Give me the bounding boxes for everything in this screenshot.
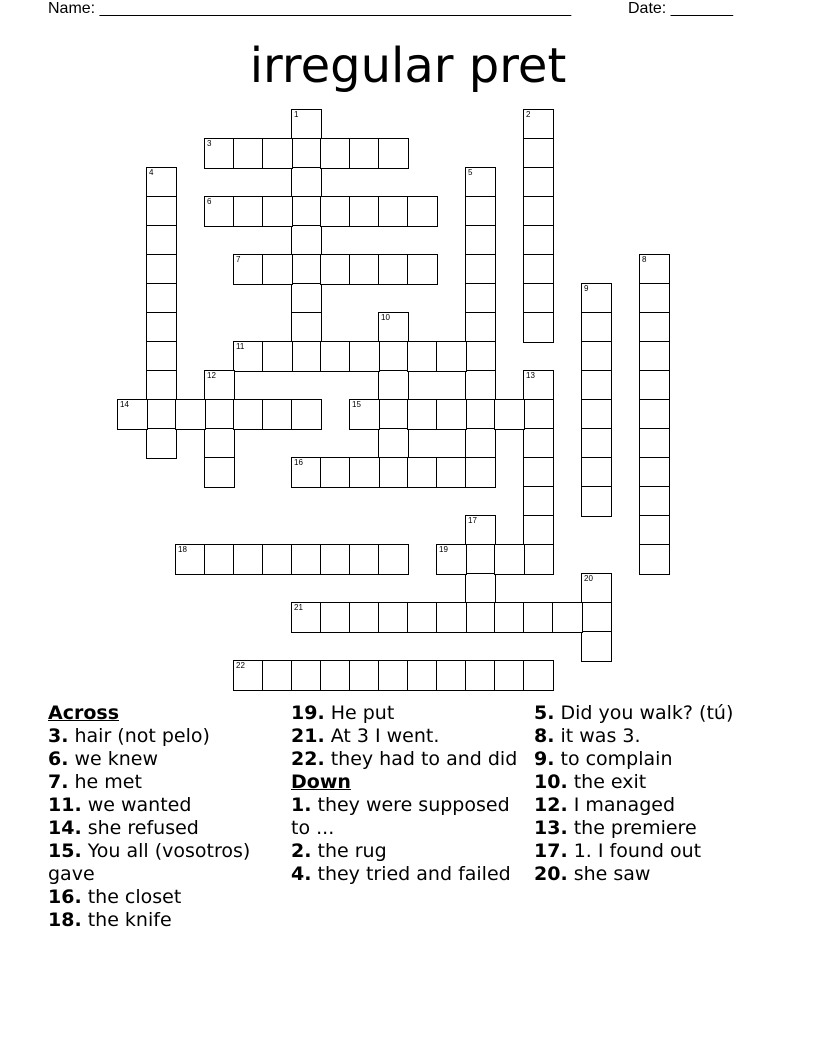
- crossword-cell[interactable]: [465, 602, 496, 633]
- crossword-cell[interactable]: [233, 399, 264, 430]
- across-heading: Across: [48, 702, 120, 724]
- crossword-cell[interactable]: [523, 399, 554, 430]
- crossword-cell[interactable]: [523, 312, 554, 343]
- crossword-cell[interactable]: [581, 631, 612, 662]
- cell-number: 18: [178, 545, 187, 554]
- crossword-cell[interactable]: [349, 660, 380, 691]
- crossword-cell[interactable]: [233, 341, 264, 372]
- down-clue: 1. they were supposed to ...: [291, 794, 510, 839]
- crossword-cell[interactable]: [581, 486, 612, 517]
- crossword-cell[interactable]: [407, 196, 438, 227]
- crossword-cell[interactable]: [320, 660, 351, 691]
- crossword-cell[interactable]: [146, 196, 177, 227]
- down-clue: 2. the rug: [291, 840, 387, 862]
- crossword-cell[interactable]: [146, 254, 177, 285]
- crossword-cell[interactable]: [639, 283, 670, 314]
- down-clue: 4. they tried and failed: [291, 863, 511, 885]
- cell-number: 11: [236, 342, 245, 351]
- crossword-cell[interactable]: [465, 515, 496, 546]
- down-clue: 20. she saw: [534, 863, 651, 885]
- crossword-cell[interactable]: [465, 254, 496, 285]
- clues-column-3: [534, 702, 734, 886]
- crossword-cell[interactable]: [146, 428, 177, 459]
- crossword-cell[interactable]: [407, 254, 438, 285]
- crossword-cell[interactable]: [291, 225, 322, 256]
- crossword-cell[interactable]: [523, 254, 554, 285]
- crossword-cell[interactable]: [407, 457, 438, 488]
- crossword-cell[interactable]: [494, 660, 525, 691]
- crossword-cell[interactable]: [233, 196, 264, 227]
- crossword-cell[interactable]: [204, 370, 235, 401]
- crossword-cell[interactable]: [291, 138, 322, 169]
- across-clue: 16. the closet: [48, 886, 182, 908]
- name-field[interactable]: Name: _____________________________________________________: [48, 0, 572, 17]
- crossword-cell[interactable]: [291, 109, 322, 140]
- crossword-cell[interactable]: [465, 428, 496, 459]
- cell-number: 8: [642, 255, 647, 264]
- cell-number: 12: [207, 371, 216, 380]
- crossword-cell[interactable]: [523, 225, 554, 256]
- crossword-cell[interactable]: [639, 341, 670, 372]
- crossword-cell[interactable]: [436, 341, 467, 372]
- down-heading: Down: [291, 771, 351, 793]
- crossword-cell[interactable]: [378, 312, 409, 343]
- crossword-cell[interactable]: [204, 138, 235, 169]
- crossword-cell[interactable]: [552, 602, 583, 633]
- crossword-cell[interactable]: [494, 399, 525, 430]
- crossword-cell[interactable]: [465, 341, 496, 372]
- down-clue: 9. to complain: [534, 748, 673, 770]
- cell-number: 15: [352, 400, 361, 409]
- cell-number: 10: [381, 313, 390, 322]
- crossword-cell[interactable]: [349, 602, 380, 633]
- cell-number: 14: [120, 400, 129, 409]
- date-field[interactable]: Date: _______: [628, 0, 733, 17]
- crossword-cell[interactable]: [233, 254, 264, 285]
- crossword-cell[interactable]: [523, 109, 554, 140]
- crossword-cell[interactable]: [146, 225, 177, 256]
- crossword-cell[interactable]: [436, 602, 467, 633]
- crossword-cell[interactable]: [465, 283, 496, 314]
- across-clue: 22. they had to and did: [291, 748, 518, 770]
- down-clue: 12. I managed: [534, 794, 676, 816]
- crossword-cell[interactable]: [146, 399, 177, 430]
- crossword-cell[interactable]: [581, 573, 612, 604]
- crossword-cell[interactable]: [291, 399, 322, 430]
- crossword-cell[interactable]: [639, 370, 670, 401]
- down-clue: 8. it was 3.: [534, 725, 641, 747]
- crossword-cell[interactable]: [146, 167, 177, 198]
- crossword-cell[interactable]: [523, 660, 554, 691]
- crossword-cell[interactable]: [349, 254, 380, 285]
- crossword-cell[interactable]: [436, 457, 467, 488]
- crossword-cell[interactable]: [407, 602, 438, 633]
- crossword-cell[interactable]: [117, 399, 148, 430]
- cell-number: 5: [468, 168, 473, 177]
- cell-number: 7: [236, 255, 241, 264]
- crossword-cell[interactable]: [233, 544, 264, 575]
- crossword-cell[interactable]: [378, 660, 409, 691]
- crossword-cell[interactable]: [262, 138, 293, 169]
- clues-column-2: [291, 702, 531, 886]
- crossword-cell[interactable]: [204, 544, 235, 575]
- crossword-cell[interactable]: [436, 660, 467, 691]
- cell-number: 13: [526, 371, 535, 380]
- crossword-cell[interactable]: [320, 341, 351, 372]
- crossword-cell[interactable]: [523, 457, 554, 488]
- crossword-cell[interactable]: [291, 254, 322, 285]
- across-clue: 19. He put: [291, 702, 395, 724]
- cell-number: 22: [236, 661, 245, 670]
- crossword-cell[interactable]: [378, 428, 409, 459]
- across-clue: 3. hair (not pelo): [48, 725, 210, 747]
- crossword-cell[interactable]: [523, 515, 554, 546]
- crossword-cell[interactable]: [291, 457, 322, 488]
- crossword-cell[interactable]: [320, 544, 351, 575]
- crossword-cell[interactable]: [146, 283, 177, 314]
- crossword-cell[interactable]: [639, 515, 670, 546]
- crossword-cell[interactable]: [523, 196, 554, 227]
- crossword-cell[interactable]: [639, 457, 670, 488]
- crossword-cell[interactable]: [378, 602, 409, 633]
- crossword-cell[interactable]: [465, 167, 496, 198]
- down-clue: 17. 1. I found out: [534, 840, 702, 862]
- crossword-cell[interactable]: [291, 660, 322, 691]
- crossword-cell[interactable]: [378, 196, 409, 227]
- crossword-cell[interactable]: [378, 341, 409, 372]
- crossword-cell[interactable]: [465, 660, 496, 691]
- crossword-cell[interactable]: [523, 544, 554, 575]
- crossword-cell[interactable]: [320, 457, 351, 488]
- crossword-cell[interactable]: [349, 399, 380, 430]
- crossword-cell[interactable]: [204, 457, 235, 488]
- down-clue: 13. the premiere: [534, 817, 697, 839]
- crossword-cell[interactable]: [436, 544, 467, 575]
- crossword-cell[interactable]: [523, 167, 554, 198]
- crossword-cell[interactable]: [349, 457, 380, 488]
- crossword-cell[interactable]: [465, 544, 496, 575]
- across-clue: 11. we wanted: [48, 794, 192, 816]
- crossword-cell[interactable]: [291, 602, 322, 633]
- crossword-cell[interactable]: [378, 370, 409, 401]
- clues-column-1: [48, 702, 288, 932]
- crossword-cell[interactable]: [291, 283, 322, 314]
- crossword-cell[interactable]: [320, 254, 351, 285]
- crossword-cell[interactable]: [378, 254, 409, 285]
- crossword-cell[interactable]: [407, 660, 438, 691]
- crossword-cell[interactable]: [436, 399, 467, 430]
- crossword-cell[interactable]: [349, 138, 380, 169]
- cell-number: 2: [526, 110, 531, 119]
- crossword-cell[interactable]: [291, 341, 322, 372]
- down-clue: 5. Did you walk? (tú): [534, 702, 734, 724]
- crossword-cell[interactable]: [494, 544, 525, 575]
- crossword-cell[interactable]: [233, 660, 264, 691]
- crossword-cell[interactable]: [639, 486, 670, 517]
- crossword-cell[interactable]: [349, 196, 380, 227]
- crossword-cell[interactable]: [407, 399, 438, 430]
- crossword-cell[interactable]: [523, 602, 554, 633]
- crossword-cell[interactable]: [581, 457, 612, 488]
- crossword-cell[interactable]: [204, 399, 235, 430]
- crossword-cell[interactable]: [378, 457, 409, 488]
- crossword-cell[interactable]: [581, 312, 612, 343]
- crossword-cell[interactable]: [639, 312, 670, 343]
- crossword-cell[interactable]: [639, 254, 670, 285]
- crossword-cell[interactable]: [523, 138, 554, 169]
- crossword-cell[interactable]: [349, 544, 380, 575]
- crossword-cell[interactable]: [465, 225, 496, 256]
- crossword-cell[interactable]: [581, 399, 612, 430]
- crossword-cell[interactable]: [146, 341, 177, 372]
- crossword-cell[interactable]: [581, 341, 612, 372]
- crossword-cell[interactable]: [262, 660, 293, 691]
- crossword-cell[interactable]: [175, 399, 206, 430]
- crossword-cell[interactable]: [523, 283, 554, 314]
- crossword-cell[interactable]: [262, 544, 293, 575]
- crossword-cell[interactable]: [465, 573, 496, 604]
- crossword-cell[interactable]: [233, 138, 264, 169]
- page-title: irregular pret: [249, 38, 567, 94]
- crossword-cell[interactable]: [204, 428, 235, 459]
- crossword-cell[interactable]: [639, 399, 670, 430]
- crossword-cell[interactable]: [175, 544, 206, 575]
- crossword-cell[interactable]: [291, 196, 322, 227]
- crossword-cell[interactable]: [262, 399, 293, 430]
- crossword-cell[interactable]: [291, 544, 322, 575]
- across-clue: 15. You all (vosotros) gave: [48, 840, 251, 885]
- cell-number: 19: [439, 545, 448, 554]
- crossword-cell[interactable]: [465, 399, 496, 430]
- crossword-cell[interactable]: [581, 283, 612, 314]
- cell-number: 20: [584, 574, 593, 583]
- cell-number: 4: [149, 168, 154, 177]
- crossword-cell[interactable]: [523, 370, 554, 401]
- crossword-cell[interactable]: [262, 254, 293, 285]
- crossword-cell[interactable]: [581, 370, 612, 401]
- crossword-cell[interactable]: [465, 457, 496, 488]
- across-clue: 21. At 3 I went.: [291, 725, 440, 747]
- crossword-cell[interactable]: [262, 196, 293, 227]
- crossword-cell[interactable]: [523, 486, 554, 517]
- cell-number: 21: [294, 603, 303, 612]
- crossword-cell[interactable]: [465, 370, 496, 401]
- crossword-cell[interactable]: [494, 602, 525, 633]
- crossword-cell[interactable]: [291, 167, 322, 198]
- crossword-cell[interactable]: [378, 138, 409, 169]
- crossword-cell[interactable]: [320, 196, 351, 227]
- crossword-cell[interactable]: [320, 602, 351, 633]
- crossword-cell[interactable]: [262, 341, 293, 372]
- crossword-cell[interactable]: [204, 196, 235, 227]
- crossword-cell[interactable]: [378, 399, 409, 430]
- cell-number: 6: [207, 197, 212, 206]
- crossword-cell[interactable]: [465, 312, 496, 343]
- across-clue: 14. she refused: [48, 817, 199, 839]
- cell-number: 16: [294, 458, 303, 467]
- crossword-cell[interactable]: [378, 544, 409, 575]
- crossword-cell[interactable]: [581, 428, 612, 459]
- crossword-cell[interactable]: [320, 138, 351, 169]
- cell-number: 9: [584, 284, 589, 293]
- across-clue: 7. he met: [48, 771, 142, 793]
- crossword-cell[interactable]: [146, 312, 177, 343]
- crossword-cell[interactable]: [639, 428, 670, 459]
- crossword-cell[interactable]: [349, 341, 380, 372]
- crossword-cell[interactable]: [407, 341, 438, 372]
- across-clue: 6. we knew: [48, 748, 159, 770]
- crossword-cell[interactable]: [146, 370, 177, 401]
- crossword-cell[interactable]: [465, 196, 496, 227]
- cell-number: 17: [468, 516, 477, 525]
- across-clue: 18. the knife: [48, 909, 172, 931]
- crossword-cell[interactable]: [291, 312, 322, 343]
- down-clue: 10. the exit: [534, 771, 647, 793]
- cell-number: 1: [294, 110, 299, 119]
- cell-number: 3: [207, 139, 212, 148]
- crossword-cell[interactable]: [639, 544, 670, 575]
- crossword-cell[interactable]: [523, 428, 554, 459]
- crossword-cell[interactable]: [581, 602, 612, 633]
